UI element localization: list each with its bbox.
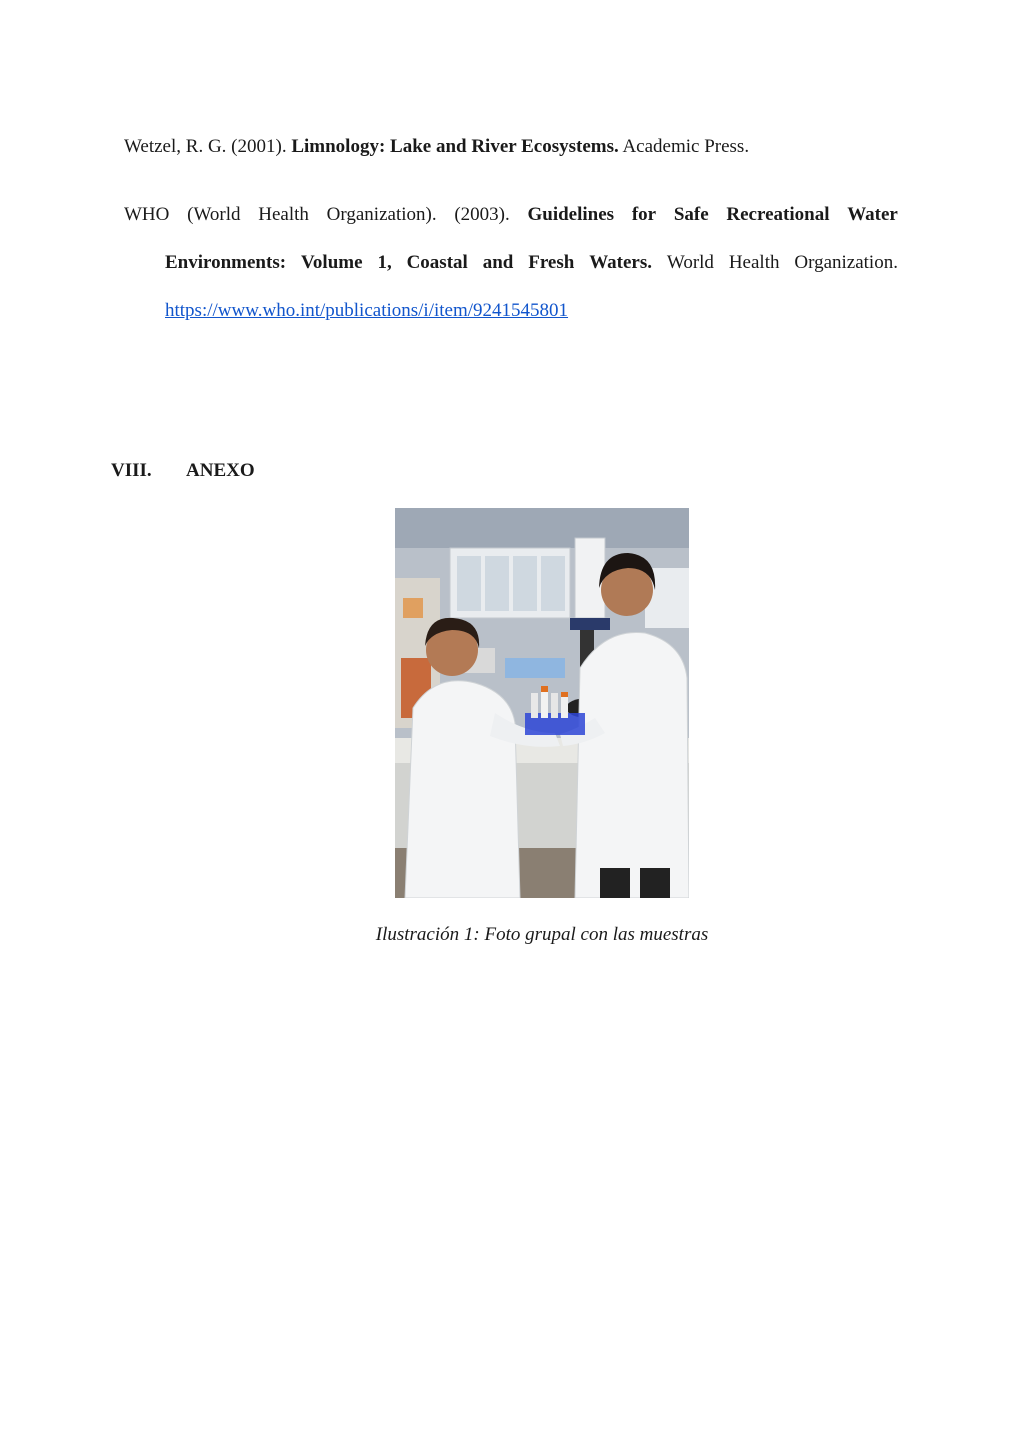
- ref-word: Organization).: [326, 204, 437, 225]
- section-number: VIII.: [111, 460, 152, 481]
- reference-who-line-1: [124, 191, 898, 239]
- ref-word: for: [631, 204, 657, 225]
- ref-word: Health: [728, 252, 780, 273]
- ref-word: Safe: [673, 204, 709, 225]
- ref-word: Organization.: [794, 252, 898, 273]
- ref-word: Coastal: [406, 252, 468, 273]
- ref-word: Environments:: [165, 252, 287, 273]
- reference-wetzel-title: Limnology: Lake and River Ecosystems.: [291, 136, 619, 157]
- reference-who-line-2: [165, 239, 898, 287]
- reference-who-url-link[interactable]: https://www.who.int/publications/i/item/9241545801: [165, 300, 569, 321]
- ref-word: WHO: [124, 204, 170, 225]
- reference-wetzel: [124, 123, 898, 171]
- ref-word: and: [482, 252, 514, 273]
- group-photo: [395, 508, 689, 898]
- ref-word: Water: [847, 204, 898, 225]
- ref-word: Recreational: [726, 204, 830, 225]
- reference-who: [124, 191, 898, 335]
- reference-wetzel-authors: Wetzel, R. G. (2001).: [124, 136, 287, 157]
- section-title: ANEXO: [186, 460, 255, 481]
- ref-word: Health: [258, 204, 309, 225]
- ref-word: Waters.: [589, 252, 653, 273]
- ref-word: Guidelines: [527, 204, 615, 225]
- ref-word: 1,: [377, 252, 392, 273]
- reference-wetzel-publisher: Academic Press.: [622, 136, 750, 157]
- ref-word: World: [666, 252, 714, 273]
- section-heading: [111, 458, 255, 484]
- ref-word: Volume: [300, 252, 363, 273]
- ref-word: Fresh: [528, 252, 575, 273]
- ref-word: (2003).: [454, 204, 510, 225]
- ref-word: (World: [187, 204, 241, 225]
- figure-caption: Ilustración 1: Foto grupal con las muestras: [375, 924, 709, 945]
